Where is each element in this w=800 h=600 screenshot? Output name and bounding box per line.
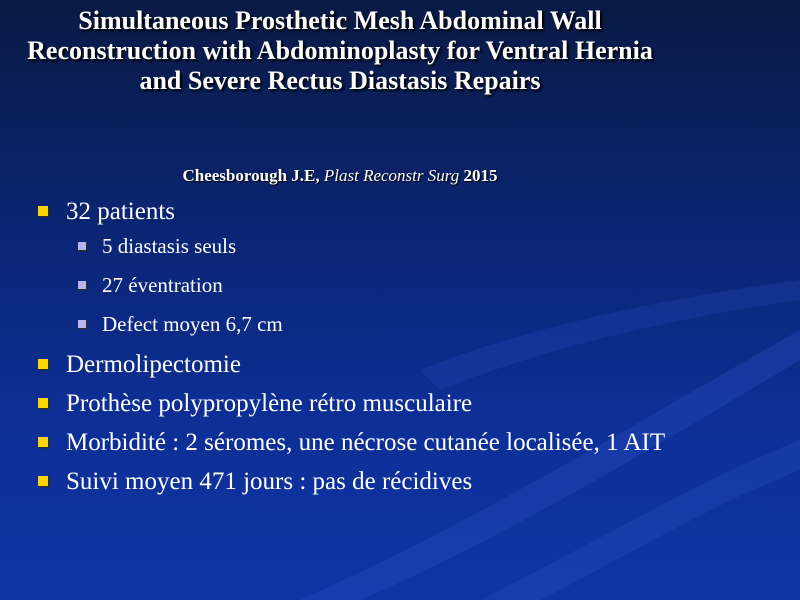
sub-bullet-item	[66, 310, 776, 338]
square-sub-bullet-icon	[78, 242, 86, 250]
bullet-text: Suivi moyen 471 jours : pas de récidives	[66, 468, 473, 495]
citation-year: 2015	[463, 166, 498, 185]
sub-bullet-list	[66, 232, 776, 338]
square-bullet-icon	[38, 206, 48, 216]
bullet-text: Morbidité : 2 séromes, une nécrose cutanée localisée, 1 AIT	[66, 429, 666, 456]
bullet-item	[36, 466, 776, 498]
citation-journal: Plast Reconstr Surg	[323, 166, 460, 185]
square-bullet-icon	[38, 476, 48, 486]
sub-bullet-text: Defect moyen 6,7 cm	[102, 312, 283, 336]
bullet-text: 32 patients	[66, 198, 176, 225]
bullet-list	[36, 196, 776, 505]
bullet-text: Prothèse polypropylène rétro musculaire	[66, 390, 473, 417]
square-bullet-icon	[38, 359, 48, 369]
square-bullet-icon	[38, 398, 48, 408]
slide-title: Simultaneous Prosthetic Mesh Abdominal Wall Reconstruction with Abdominoplasty for Ventral Hernia and Severe Rectus Diastasis Repairs	[27, 6, 653, 95]
bullet-item	[36, 349, 776, 381]
square-sub-bullet-icon	[78, 281, 86, 289]
bullet-item	[36, 388, 776, 420]
bullet-text: Dermolipectomie	[66, 351, 241, 378]
sub-bullet-text: 5 diastasis seuls	[102, 234, 237, 258]
square-bullet-icon	[38, 437, 48, 447]
bullet-item	[36, 427, 776, 459]
citation-authors: Cheesborough J.E,	[182, 166, 320, 185]
sub-bullet-item	[66, 232, 776, 260]
square-sub-bullet-icon	[78, 320, 86, 328]
bullet-item	[36, 196, 776, 338]
citation	[10, 166, 670, 186]
sub-bullet-text: 27 éventration	[102, 273, 223, 297]
sub-bullet-item	[66, 271, 776, 299]
